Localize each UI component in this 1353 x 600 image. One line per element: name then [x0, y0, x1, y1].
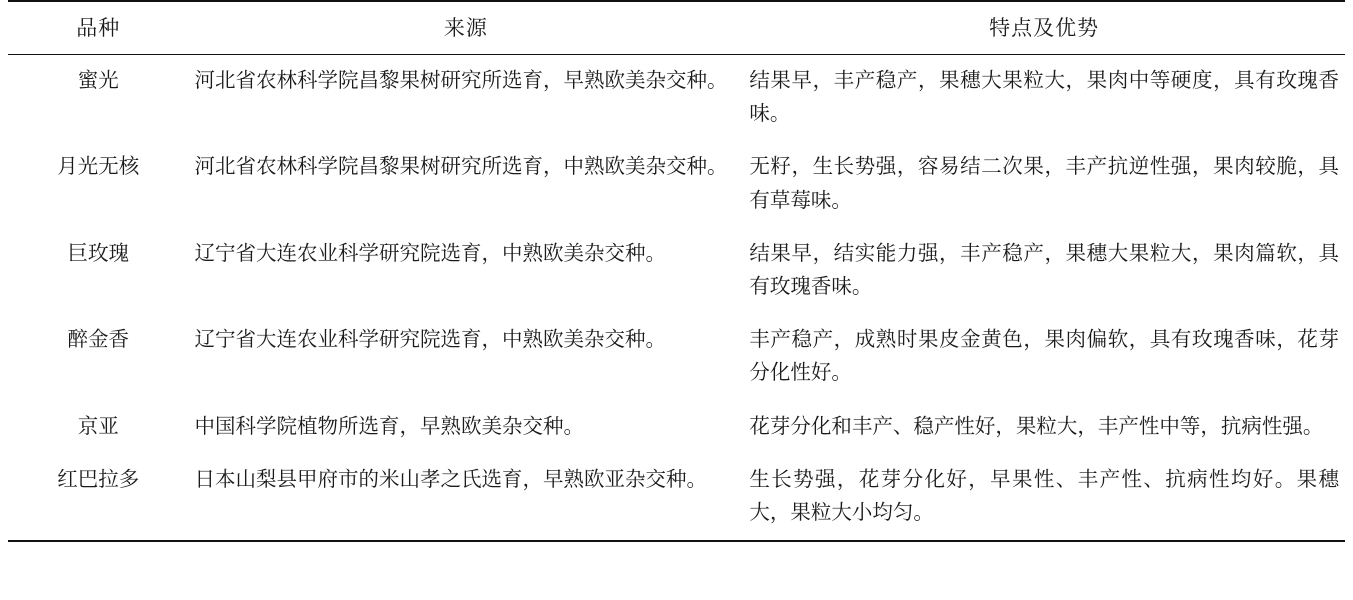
cell-traits: 生长势强，花芽分化好，早果性、丰产性、抗病性均好。果穗大，果粒大小均匀。 [743, 454, 1345, 541]
cell-variety: 巨玫瑰 [67, 242, 129, 265]
cell-traits: 花芽分化和丰产、稳产性好，果粒大，丰产性中等，抗病性强。 [749, 415, 1324, 438]
cell-source: 辽宁省大连农业科学研究院选育，中熟欧美杂交种。 [194, 329, 666, 352]
table-row [8, 314, 1345, 400]
cell-source: 辽宁省大连农业科学研究院选育，中熟欧美杂交种。 [194, 242, 666, 265]
column-header-traits: 特点及优势 [743, 1, 1345, 55]
table-row [8, 55, 1345, 142]
cell-source: 河北省农林科学院昌黎果树研究所选育，早熟欧美杂交种。 [194, 70, 728, 92]
cell-traits: 无籽，生长势强，容易结二次果，丰产抗逆性强，果肉较脆，具有草莓味。 [749, 156, 1339, 212]
cell-source: 日本山梨县甲府市的米山孝之氏选育，早熟欧亚杂交种。 [188, 454, 743, 541]
cell-variety: 蜜光 [77, 70, 119, 92]
cell-traits: 结果早，结实能力强，丰产稳产，果穗大果粒大，果肉篇软，具有玫瑰香味。 [749, 242, 1339, 299]
cell-variety: 京亚 [77, 415, 119, 438]
table-row [8, 141, 1345, 227]
cell-source: 河北省农林科学院昌黎果树研究所选育，中熟欧美杂交种。 [194, 156, 728, 179]
cell-variety: 月光无核 [57, 156, 140, 179]
cell-traits: 结果早，丰产稳产，果穗大果粒大，果肉中等硬度，具有玫瑰香味。 [749, 70, 1339, 126]
cell-variety: 醉金香 [67, 329, 129, 352]
column-header-variety: 品种 [8, 1, 188, 55]
table-row [8, 228, 1345, 314]
cell-source: 中国科学院植物所选育，早熟欧美杂交种。 [194, 415, 584, 438]
cell-variety: 红巴拉多 [8, 454, 188, 541]
table-row [8, 401, 1345, 454]
table-row [8, 454, 1345, 541]
column-header-source: 来源 [188, 1, 743, 55]
table-body [8, 55, 1345, 542]
grape-variety-table [8, 0, 1345, 542]
table-header [8, 1, 1345, 55]
cell-traits: 丰产稳产，成熟时果皮金黄色，果肉偏软，具有玫瑰香味，花芽分化性好。 [749, 329, 1339, 385]
